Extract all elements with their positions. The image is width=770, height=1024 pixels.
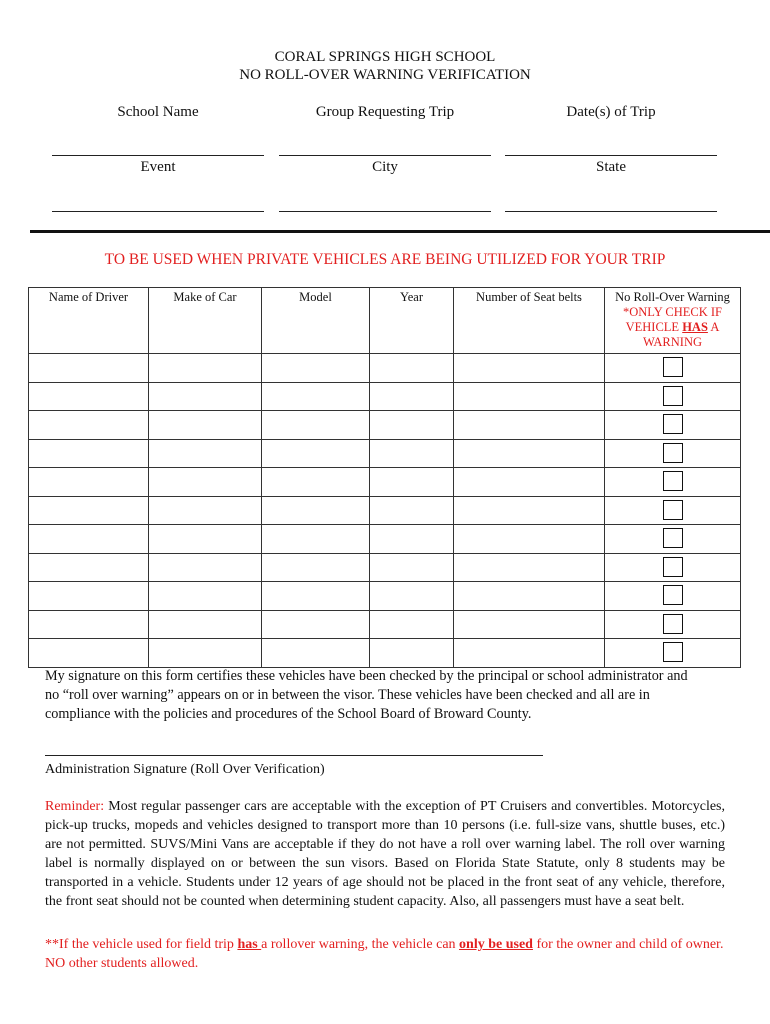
form-title: CORAL SPRINGS HIGH SCHOOL: [274, 49, 496, 65]
vehicle-table: [28, 287, 741, 668]
vehicle-cell[interactable]: [370, 439, 454, 468]
vehicle-cell[interactable]: [149, 639, 262, 668]
table-row: [29, 610, 741, 639]
rollover-check-cell: [605, 354, 741, 383]
footnote-part1: **If the vehicle used for field trip: [45, 937, 238, 952]
rollover-warning-checkbox[interactable]: [663, 500, 683, 520]
footnote: [45, 935, 735, 973]
vehicle-cell[interactable]: [149, 411, 262, 440]
vehicle-cell[interactable]: [262, 439, 370, 468]
footnote-has: has: [237, 937, 262, 952]
vehicle-cell[interactable]: [370, 496, 454, 525]
vehicle-cell[interactable]: [454, 411, 605, 440]
table-row: [29, 411, 741, 440]
vehicle-cell[interactable]: [29, 496, 149, 525]
vehicle-cell[interactable]: [262, 411, 370, 440]
vehicle-cell[interactable]: [149, 354, 262, 383]
table-row: [29, 582, 741, 611]
rollover-warning-checkbox[interactable]: [663, 557, 683, 577]
vehicle-cell[interactable]: [370, 354, 454, 383]
vehicle-cell[interactable]: [149, 468, 262, 497]
rollover-check-cell: [605, 553, 741, 582]
rollover-warning-checkbox[interactable]: [663, 614, 683, 634]
table-row: [29, 525, 741, 554]
vehicle-cell[interactable]: [149, 496, 262, 525]
table-row: [29, 354, 741, 383]
rollover-warning-checkbox[interactable]: [663, 386, 683, 406]
vehicle-cell[interactable]: [149, 582, 262, 611]
rollover-check-cell: [605, 439, 741, 468]
footnote-part3: for the owner and child of owner. NO other students allowed.: [45, 937, 724, 971]
vehicle-cell[interactable]: [29, 610, 149, 639]
signature-label: Administration Signature (Roll Over Verification): [45, 762, 325, 777]
footnote-part2: a rollover warning, the vehicle can: [261, 937, 460, 952]
trip-dates-field[interactable]: [505, 155, 717, 156]
table-row: [29, 553, 741, 582]
table-row: [29, 639, 741, 668]
state-field[interactable]: [505, 211, 717, 212]
vehicle-cell[interactable]: [454, 382, 605, 411]
vehicle-cell[interactable]: [29, 411, 149, 440]
rollover-check-cell: [605, 582, 741, 611]
col-year: Year: [370, 288, 454, 354]
rollover-warning-checkbox[interactable]: [663, 414, 683, 434]
rollover-warning-note: [623, 305, 722, 349]
rollover-warning-checkbox[interactable]: [663, 528, 683, 548]
rollover-check-cell: [605, 525, 741, 554]
rollover-note-pre: *ONLY CHECK IF VEHICLE: [623, 305, 722, 334]
vehicle-cell[interactable]: [262, 582, 370, 611]
vehicle-cell[interactable]: [29, 639, 149, 668]
vehicle-cell[interactable]: [262, 354, 370, 383]
vehicle-cell[interactable]: [29, 354, 149, 383]
rollover-check-cell: [605, 382, 741, 411]
rollover-check-cell: [605, 496, 741, 525]
rollover-warning-title: No Roll-Over Warning: [615, 290, 730, 304]
vehicle-cell[interactable]: [149, 382, 262, 411]
vehicle-cell[interactable]: [370, 582, 454, 611]
vehicle-cell[interactable]: [29, 525, 149, 554]
vehicle-cell[interactable]: [454, 439, 605, 468]
vehicle-cell[interactable]: [370, 382, 454, 411]
table-row: [29, 382, 741, 411]
vehicle-cell[interactable]: [454, 354, 605, 383]
vehicle-cell[interactable]: [454, 639, 605, 668]
rollover-check-cell: [605, 639, 741, 668]
vehicle-cell[interactable]: [262, 610, 370, 639]
table-row: [29, 468, 741, 497]
vehicle-cell[interactable]: [262, 525, 370, 554]
vehicle-cell[interactable]: [29, 382, 149, 411]
vehicle-cell[interactable]: [262, 639, 370, 668]
table-row: [29, 496, 741, 525]
rollover-check-cell: [605, 610, 741, 639]
vehicle-cell[interactable]: [29, 439, 149, 468]
rollover-note-post: A WARNING: [642, 320, 720, 349]
vehicle-cell[interactable]: [370, 468, 454, 497]
signature-line[interactable]: [45, 755, 543, 756]
rollover-warning-checkbox[interactable]: [663, 443, 683, 463]
private-vehicles-banner: TO BE USED WHEN PRIVATE VEHICLES ARE BEING UTILIZED FOR YOUR TRIP: [104, 251, 666, 268]
vehicle-cell[interactable]: [29, 553, 149, 582]
vehicle-cell[interactable]: [454, 610, 605, 639]
trip-dates-label: Date(s) of Trip: [566, 104, 656, 120]
school-name-label: School Name: [117, 104, 199, 120]
vehicle-cell[interactable]: [29, 582, 149, 611]
vehicle-cell[interactable]: [149, 553, 262, 582]
vehicle-cell[interactable]: [262, 553, 370, 582]
reminder-paragraph: [45, 797, 725, 911]
reminder-label: Reminder:: [45, 799, 105, 814]
rollover-warning-checkbox[interactable]: [663, 642, 683, 662]
section-divider: [30, 230, 770, 233]
vehicle-cell[interactable]: [149, 525, 262, 554]
footnote-only-be-used: only be used: [459, 937, 533, 952]
event-field[interactable]: [52, 211, 264, 212]
vehicle-cell[interactable]: [454, 582, 605, 611]
vehicle-cell[interactable]: [29, 468, 149, 497]
rollover-check-cell: [605, 411, 741, 440]
event-label: Event: [140, 159, 176, 175]
rollover-warning-checkbox[interactable]: [663, 471, 683, 491]
vehicle-cell[interactable]: [454, 468, 605, 497]
group-requesting-field[interactable]: [279, 155, 491, 156]
city-field[interactable]: [279, 211, 491, 212]
rollover-note-has: HAS: [682, 320, 708, 334]
rollover-warning-checkbox[interactable]: [663, 585, 683, 605]
vehicle-cell[interactable]: [454, 553, 605, 582]
vehicle-cell[interactable]: [262, 496, 370, 525]
city-label: City: [372, 159, 398, 175]
vehicle-cell[interactable]: [262, 382, 370, 411]
vehicle-cell[interactable]: [454, 496, 605, 525]
vehicle-cell[interactable]: [149, 610, 262, 639]
vehicle-cell[interactable]: [149, 439, 262, 468]
col-make: Make of Car: [149, 288, 262, 354]
form-subtitle: NO ROLL-OVER WARNING VERIFICATION: [239, 67, 531, 83]
rollover-check-cell: [605, 468, 741, 497]
table-header-row: [29, 288, 741, 354]
vehicle-cell[interactable]: [262, 468, 370, 497]
certification-text: My signature on this form certifies these vehicles have been checked by the principal or school administrator and no “roll over warning” appears on or in between the visor. These vehicles have been checked and all are in compliance with the policies and procedures of the School Board of Broward County.: [45, 668, 688, 722]
vehicle-cell[interactable]: [370, 610, 454, 639]
col-seat-belts: Number of Seat belts: [454, 288, 605, 354]
col-model: Model: [262, 288, 370, 354]
table-row: [29, 439, 741, 468]
vehicle-cell[interactable]: [454, 525, 605, 554]
state-label: State: [596, 159, 626, 175]
vehicle-cell[interactable]: [370, 411, 454, 440]
vehicle-cell[interactable]: [370, 639, 454, 668]
reminder-text: Most regular passenger cars are acceptable with the exception of PT Cruisers and convertibles. Motorcycles, pick-up trucks, mopeds and vehicles designed to transport more than 10 persons (i.e. full-size vans, shuttle buses, etc.) are not permitted. SUVS/Mini Vans are acceptable if they do not have a roll over warning label. The roll over warning label is normally displayed on or between the sun visors. Based on Florida State Statute, only 8 students may be transported in a vehicle. Students under 12 years of age should not be placed in the front seat of any vehicle, therefore, the front seat should not be counted when determining student capacity. Also, all passengers must have a seat belt.: [45, 799, 725, 909]
col-driver-name: Name of Driver: [29, 288, 149, 354]
vehicle-cell[interactable]: [370, 525, 454, 554]
group-requesting-label: Group Requesting Trip: [315, 104, 455, 120]
col-rollover-warning: [605, 288, 741, 354]
rollover-warning-checkbox[interactable]: [663, 357, 683, 377]
vehicle-cell[interactable]: [370, 553, 454, 582]
school-name-field[interactable]: [52, 155, 264, 156]
